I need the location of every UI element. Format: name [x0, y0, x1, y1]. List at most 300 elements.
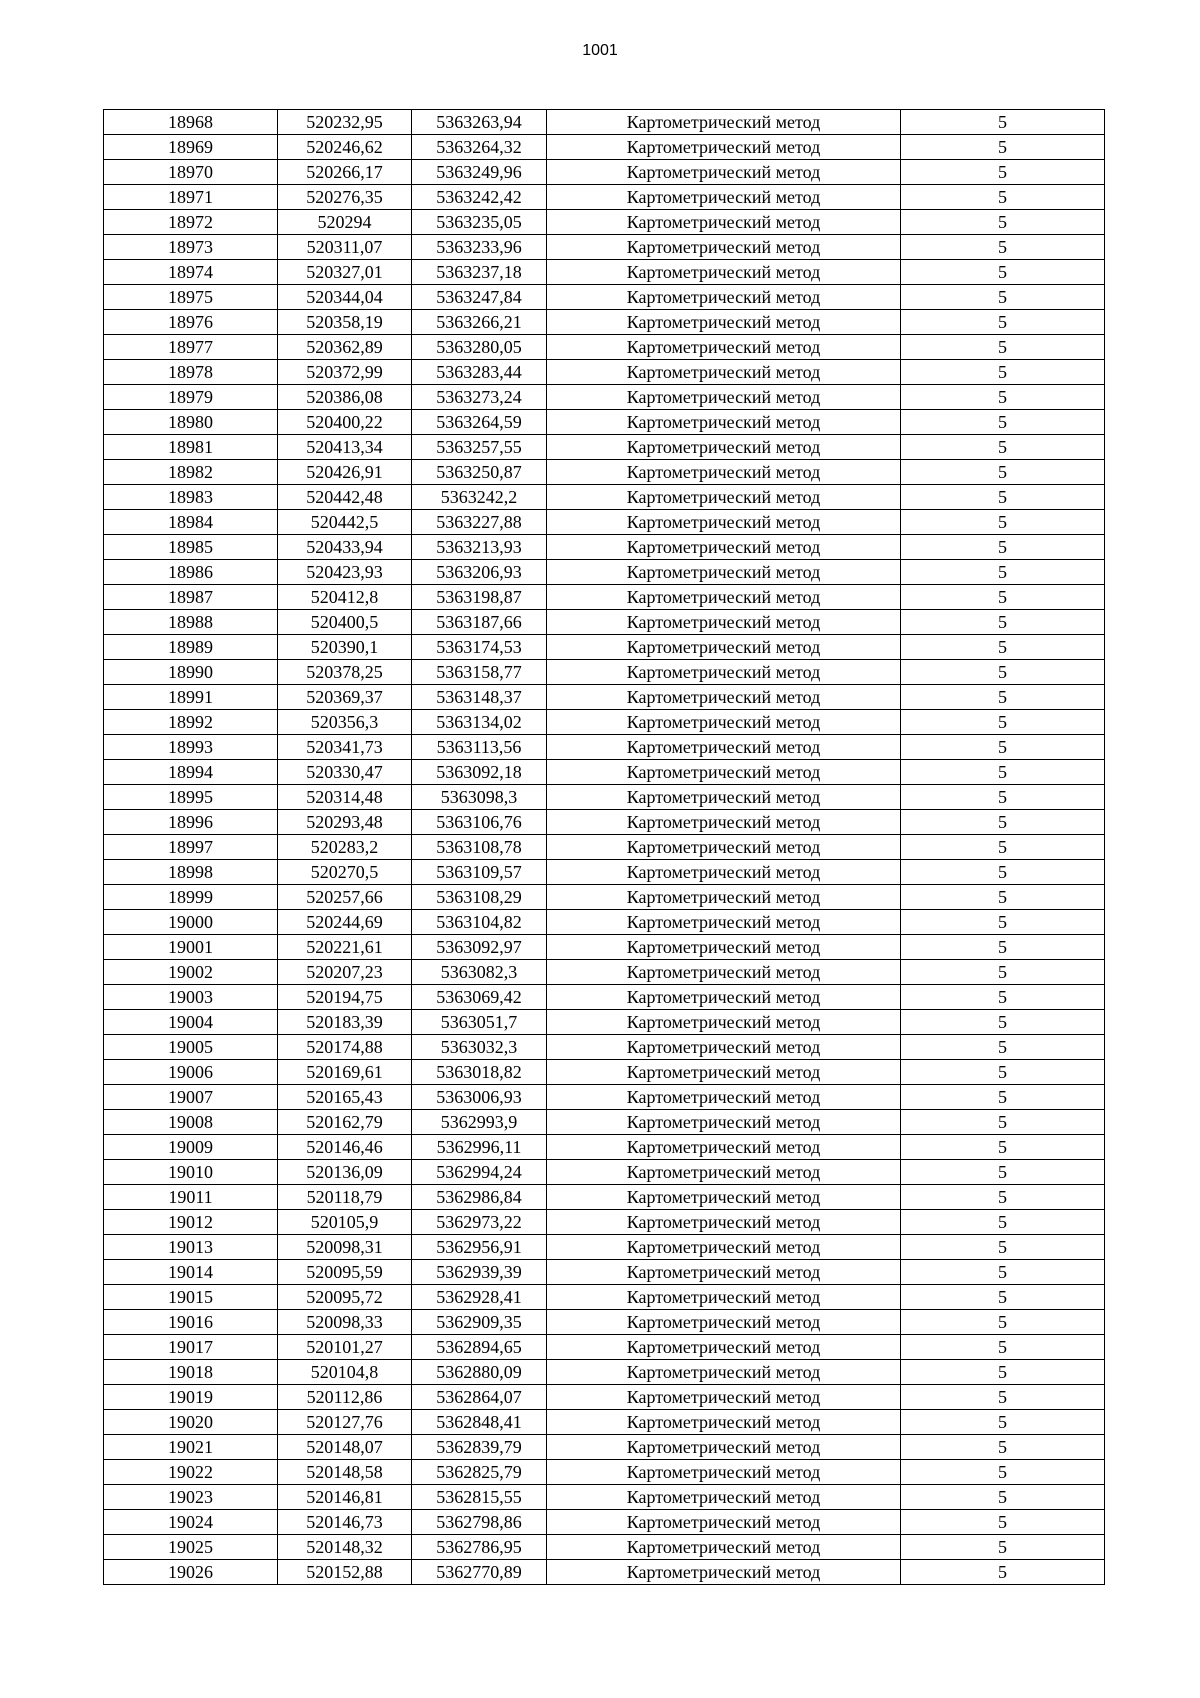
- accuracy-cell: 5: [901, 1410, 1105, 1435]
- x-coordinate-cell: 520426,91: [278, 460, 412, 485]
- point-number-cell: 18988: [104, 610, 278, 635]
- y-coordinate-cell: 5362928,41: [412, 1285, 547, 1310]
- x-coordinate-cell: 520244,69: [278, 910, 412, 935]
- accuracy-cell: 5: [901, 1060, 1105, 1085]
- accuracy-cell: 5: [901, 285, 1105, 310]
- y-coordinate-cell: 5363237,18: [412, 260, 547, 285]
- y-coordinate-cell: 5363198,87: [412, 585, 547, 610]
- x-coordinate-cell: 520105,9: [278, 1210, 412, 1235]
- method-cell: Картометрический метод: [547, 960, 901, 985]
- method-cell: Картометрический метод: [547, 1035, 901, 1060]
- y-coordinate-cell: 5363032,3: [412, 1035, 547, 1060]
- table-row: [104, 960, 1105, 985]
- accuracy-cell: 5: [901, 1360, 1105, 1385]
- y-coordinate-cell: 5363242,2: [412, 485, 547, 510]
- accuracy-cell: 5: [901, 460, 1105, 485]
- method-cell: Картометрический метод: [547, 1410, 901, 1435]
- point-number-cell: 18995: [104, 785, 278, 810]
- accuracy-cell: 5: [901, 635, 1105, 660]
- accuracy-cell: 5: [901, 1135, 1105, 1160]
- method-cell: Картометрический метод: [547, 1485, 901, 1510]
- x-coordinate-cell: 520146,81: [278, 1485, 412, 1510]
- accuracy-cell: 5: [901, 1035, 1105, 1060]
- x-coordinate-cell: 520098,31: [278, 1235, 412, 1260]
- y-coordinate-cell: 5362986,84: [412, 1185, 547, 1210]
- method-cell: Картометрический метод: [547, 1510, 901, 1535]
- accuracy-cell: 5: [901, 610, 1105, 635]
- table-row: [104, 210, 1105, 235]
- y-coordinate-cell: 5363233,96: [412, 235, 547, 260]
- accuracy-cell: 5: [901, 1535, 1105, 1560]
- y-coordinate-cell: 5363249,96: [412, 160, 547, 185]
- x-coordinate-cell: 520369,37: [278, 685, 412, 710]
- x-coordinate-cell: 520221,61: [278, 935, 412, 960]
- accuracy-cell: 5: [901, 1460, 1105, 1485]
- table-row: [104, 1135, 1105, 1160]
- point-number-cell: 18982: [104, 460, 278, 485]
- y-coordinate-cell: 5363247,84: [412, 285, 547, 310]
- method-cell: Картометрический метод: [547, 160, 901, 185]
- table-row: [104, 885, 1105, 910]
- table-row: [104, 360, 1105, 385]
- point-number-cell: 18973: [104, 235, 278, 260]
- method-cell: Картометрический метод: [547, 660, 901, 685]
- y-coordinate-cell: 5363108,78: [412, 835, 547, 860]
- accuracy-cell: 5: [901, 385, 1105, 410]
- x-coordinate-cell: 520390,1: [278, 635, 412, 660]
- table-row: [104, 1435, 1105, 1460]
- table-row: [104, 835, 1105, 860]
- method-cell: Картометрический метод: [547, 735, 901, 760]
- x-coordinate-cell: 520127,76: [278, 1410, 412, 1435]
- y-coordinate-cell: 5363106,76: [412, 810, 547, 835]
- point-number-cell: 18974: [104, 260, 278, 285]
- y-coordinate-cell: 5362825,79: [412, 1460, 547, 1485]
- x-coordinate-cell: 520378,25: [278, 660, 412, 685]
- table-row: [104, 1235, 1105, 1260]
- x-coordinate-cell: 520362,89: [278, 335, 412, 360]
- y-coordinate-cell: 5362798,86: [412, 1510, 547, 1535]
- accuracy-cell: 5: [901, 685, 1105, 710]
- x-coordinate-cell: 520104,8: [278, 1360, 412, 1385]
- table-row: [104, 1485, 1105, 1510]
- accuracy-cell: 5: [901, 135, 1105, 160]
- y-coordinate-cell: 5363082,3: [412, 960, 547, 985]
- point-number-cell: 18978: [104, 360, 278, 385]
- x-coordinate-cell: 520294: [278, 210, 412, 235]
- point-number-cell: 19010: [104, 1160, 278, 1185]
- point-number-cell: 18998: [104, 860, 278, 885]
- table-row: [104, 860, 1105, 885]
- accuracy-cell: 5: [901, 1485, 1105, 1510]
- method-cell: Картометрический метод: [547, 635, 901, 660]
- x-coordinate-cell: 520118,79: [278, 1185, 412, 1210]
- x-coordinate-cell: 520146,73: [278, 1510, 412, 1535]
- table-row: [104, 260, 1105, 285]
- accuracy-cell: 5: [901, 785, 1105, 810]
- table-row: [104, 235, 1105, 260]
- method-cell: Картометрический метод: [547, 135, 901, 160]
- y-coordinate-cell: 5362815,55: [412, 1485, 547, 1510]
- point-number-cell: 18980: [104, 410, 278, 435]
- y-coordinate-cell: 5363266,21: [412, 310, 547, 335]
- accuracy-cell: 5: [901, 710, 1105, 735]
- method-cell: Картометрический метод: [547, 360, 901, 385]
- point-number-cell: 18994: [104, 760, 278, 785]
- x-coordinate-cell: 520162,79: [278, 1110, 412, 1135]
- point-number-cell: 19017: [104, 1335, 278, 1360]
- table-row: [104, 1560, 1105, 1585]
- accuracy-cell: 5: [901, 435, 1105, 460]
- method-cell: Картометрический метод: [547, 860, 901, 885]
- table-row: [104, 610, 1105, 635]
- point-number-cell: 19026: [104, 1560, 278, 1585]
- accuracy-cell: 5: [901, 860, 1105, 885]
- accuracy-cell: 5: [901, 585, 1105, 610]
- table-row: [104, 510, 1105, 535]
- method-cell: Картометрический метод: [547, 1085, 901, 1110]
- y-coordinate-cell: 5362894,65: [412, 1335, 547, 1360]
- point-number-cell: 19001: [104, 935, 278, 960]
- table-row: [104, 1460, 1105, 1485]
- method-cell: Картометрический метод: [547, 1435, 901, 1460]
- y-coordinate-cell: 5363264,32: [412, 135, 547, 160]
- accuracy-cell: 5: [901, 360, 1105, 385]
- table-row: [104, 385, 1105, 410]
- method-cell: Картометрический метод: [547, 785, 901, 810]
- point-number-cell: 18984: [104, 510, 278, 535]
- y-coordinate-cell: 5363250,87: [412, 460, 547, 485]
- table-row: [104, 660, 1105, 685]
- point-number-cell: 18969: [104, 135, 278, 160]
- point-number-cell: 19002: [104, 960, 278, 985]
- point-number-cell: 19015: [104, 1285, 278, 1310]
- method-cell: Картометрический метод: [547, 435, 901, 460]
- accuracy-cell: 5: [901, 810, 1105, 835]
- y-coordinate-cell: 5362909,35: [412, 1310, 547, 1335]
- x-coordinate-cell: 520112,86: [278, 1385, 412, 1410]
- coordinates-table-body: [104, 110, 1105, 1585]
- table-row: [104, 1335, 1105, 1360]
- y-coordinate-cell: 5362786,95: [412, 1535, 547, 1560]
- y-coordinate-cell: 5363069,42: [412, 985, 547, 1010]
- y-coordinate-cell: 5363242,42: [412, 185, 547, 210]
- accuracy-cell: 5: [901, 1210, 1105, 1235]
- page-number: 1001: [582, 42, 618, 59]
- point-number-cell: 18976: [104, 310, 278, 335]
- method-cell: Картометрический метод: [547, 235, 901, 260]
- x-coordinate-cell: 520413,34: [278, 435, 412, 460]
- table-row: [104, 1260, 1105, 1285]
- table-row: [104, 1410, 1105, 1435]
- x-coordinate-cell: 520174,88: [278, 1035, 412, 1060]
- table-row: [104, 910, 1105, 935]
- table-row: [104, 1085, 1105, 1110]
- method-cell: Картометрический метод: [547, 410, 901, 435]
- table-row: [104, 735, 1105, 760]
- table-row: [104, 1035, 1105, 1060]
- method-cell: Картометрический метод: [547, 210, 901, 235]
- point-number-cell: 18979: [104, 385, 278, 410]
- point-number-cell: 18977: [104, 335, 278, 360]
- point-number-cell: 18999: [104, 885, 278, 910]
- accuracy-cell: 5: [901, 1435, 1105, 1460]
- x-coordinate-cell: 520356,3: [278, 710, 412, 735]
- method-cell: Картометрический метод: [547, 1210, 901, 1235]
- point-number-cell: 19014: [104, 1260, 278, 1285]
- method-cell: Картометрический метод: [547, 1535, 901, 1560]
- method-cell: Картометрический метод: [547, 1460, 901, 1485]
- x-coordinate-cell: 520232,95: [278, 110, 412, 135]
- x-coordinate-cell: 520400,5: [278, 610, 412, 635]
- method-cell: Картометрический метод: [547, 1285, 901, 1310]
- x-coordinate-cell: 520400,22: [278, 410, 412, 435]
- x-coordinate-cell: 520257,66: [278, 885, 412, 910]
- y-coordinate-cell: 5362880,09: [412, 1360, 547, 1385]
- table-row: [104, 185, 1105, 210]
- y-coordinate-cell: 5363113,56: [412, 735, 547, 760]
- accuracy-cell: 5: [901, 1260, 1105, 1285]
- x-coordinate-cell: 520095,59: [278, 1260, 412, 1285]
- method-cell: Картометрический метод: [547, 1260, 901, 1285]
- method-cell: Картометрический метод: [547, 485, 901, 510]
- x-coordinate-cell: 520311,07: [278, 235, 412, 260]
- point-number-cell: 19019: [104, 1385, 278, 1410]
- accuracy-cell: 5: [901, 485, 1105, 510]
- method-cell: Картометрический метод: [547, 835, 901, 860]
- accuracy-cell: 5: [901, 1110, 1105, 1135]
- x-coordinate-cell: 520146,46: [278, 1135, 412, 1160]
- accuracy-cell: 5: [901, 1510, 1105, 1535]
- x-coordinate-cell: 520207,23: [278, 960, 412, 985]
- table-row: [104, 585, 1105, 610]
- point-number-cell: 19007: [104, 1085, 278, 1110]
- y-coordinate-cell: 5363206,93: [412, 560, 547, 585]
- method-cell: Картометрический метод: [547, 385, 901, 410]
- table-row: [104, 335, 1105, 360]
- x-coordinate-cell: 520098,33: [278, 1310, 412, 1335]
- y-coordinate-cell: 5362848,41: [412, 1410, 547, 1435]
- point-number-cell: 19021: [104, 1435, 278, 1460]
- accuracy-cell: 5: [901, 760, 1105, 785]
- method-cell: Картометрический метод: [547, 985, 901, 1010]
- table-row: [104, 110, 1105, 135]
- x-coordinate-cell: 520276,35: [278, 185, 412, 210]
- method-cell: Картометрический метод: [547, 1360, 901, 1385]
- point-number-cell: 19000: [104, 910, 278, 935]
- y-coordinate-cell: 5363273,24: [412, 385, 547, 410]
- accuracy-cell: 5: [901, 260, 1105, 285]
- y-coordinate-cell: 5363227,88: [412, 510, 547, 535]
- accuracy-cell: 5: [901, 1385, 1105, 1410]
- y-coordinate-cell: 5362993,9: [412, 1110, 547, 1135]
- point-number-cell: 19008: [104, 1110, 278, 1135]
- method-cell: Картометрический метод: [547, 335, 901, 360]
- method-cell: Картометрический метод: [547, 885, 901, 910]
- table-row: [104, 1160, 1105, 1185]
- point-number-cell: 18981: [104, 435, 278, 460]
- table-row: [104, 485, 1105, 510]
- accuracy-cell: 5: [901, 1310, 1105, 1335]
- table-row: [104, 1110, 1105, 1135]
- accuracy-cell: 5: [901, 1335, 1105, 1360]
- method-cell: Картометрический метод: [547, 935, 901, 960]
- point-number-cell: 19024: [104, 1510, 278, 1535]
- y-coordinate-cell: 5363257,55: [412, 435, 547, 460]
- point-number-cell: 19013: [104, 1235, 278, 1260]
- table-row: [104, 435, 1105, 460]
- x-coordinate-cell: 520095,72: [278, 1285, 412, 1310]
- accuracy-cell: 5: [901, 985, 1105, 1010]
- point-number-cell: 18997: [104, 835, 278, 860]
- y-coordinate-cell: 5362839,79: [412, 1435, 547, 1460]
- x-coordinate-cell: 520412,8: [278, 585, 412, 610]
- point-number-cell: 18972: [104, 210, 278, 235]
- table-row: [104, 560, 1105, 585]
- table-row: [104, 985, 1105, 1010]
- x-coordinate-cell: 520246,62: [278, 135, 412, 160]
- table-row: [104, 1360, 1105, 1385]
- table-row: [104, 785, 1105, 810]
- accuracy-cell: 5: [901, 1085, 1105, 1110]
- method-cell: Картометрический метод: [547, 460, 901, 485]
- accuracy-cell: 5: [901, 935, 1105, 960]
- table-row: [104, 935, 1105, 960]
- point-number-cell: 19023: [104, 1485, 278, 1510]
- table-row: [104, 160, 1105, 185]
- point-number-cell: 19003: [104, 985, 278, 1010]
- y-coordinate-cell: 5363148,37: [412, 685, 547, 710]
- x-coordinate-cell: 520148,32: [278, 1535, 412, 1560]
- y-coordinate-cell: 5363213,93: [412, 535, 547, 560]
- accuracy-cell: 5: [901, 1010, 1105, 1035]
- point-number-cell: 19022: [104, 1460, 278, 1485]
- x-coordinate-cell: 520194,75: [278, 985, 412, 1010]
- method-cell: Картометрический метод: [547, 610, 901, 635]
- point-number-cell: 18989: [104, 635, 278, 660]
- accuracy-cell: 5: [901, 1560, 1105, 1585]
- y-coordinate-cell: 5362939,39: [412, 1260, 547, 1285]
- method-cell: Картометрический метод: [547, 185, 901, 210]
- accuracy-cell: 5: [901, 310, 1105, 335]
- method-cell: Картометрический метод: [547, 710, 901, 735]
- accuracy-cell: 5: [901, 1235, 1105, 1260]
- x-coordinate-cell: 520442,48: [278, 485, 412, 510]
- y-coordinate-cell: 5362994,24: [412, 1160, 547, 1185]
- point-number-cell: 18993: [104, 735, 278, 760]
- accuracy-cell: 5: [901, 735, 1105, 760]
- point-number-cell: 18970: [104, 160, 278, 185]
- method-cell: Картометрический метод: [547, 910, 901, 935]
- method-cell: Картометрический метод: [547, 285, 901, 310]
- table-row: [104, 1060, 1105, 1085]
- point-number-cell: 19018: [104, 1360, 278, 1385]
- point-number-cell: 19011: [104, 1185, 278, 1210]
- method-cell: Картометрический метод: [547, 1235, 901, 1260]
- point-number-cell: 18991: [104, 685, 278, 710]
- y-coordinate-cell: 5363263,94: [412, 110, 547, 135]
- method-cell: Картометрический метод: [547, 1560, 901, 1585]
- accuracy-cell: 5: [901, 1285, 1105, 1310]
- x-coordinate-cell: 520344,04: [278, 285, 412, 310]
- x-coordinate-cell: 520136,09: [278, 1160, 412, 1185]
- accuracy-cell: 5: [901, 510, 1105, 535]
- table-row: [104, 1510, 1105, 1535]
- y-coordinate-cell: 5363098,3: [412, 785, 547, 810]
- x-coordinate-cell: 520148,58: [278, 1460, 412, 1485]
- y-coordinate-cell: 5363092,97: [412, 935, 547, 960]
- accuracy-cell: 5: [901, 110, 1105, 135]
- point-number-cell: 19006: [104, 1060, 278, 1085]
- method-cell: Картометрический метод: [547, 685, 901, 710]
- accuracy-cell: 5: [901, 660, 1105, 685]
- x-coordinate-cell: 520327,01: [278, 260, 412, 285]
- point-number-cell: 19025: [104, 1535, 278, 1560]
- point-number-cell: 18996: [104, 810, 278, 835]
- y-coordinate-cell: 5363174,53: [412, 635, 547, 660]
- x-coordinate-cell: 520148,07: [278, 1435, 412, 1460]
- accuracy-cell: 5: [901, 235, 1105, 260]
- x-coordinate-cell: 520442,5: [278, 510, 412, 535]
- point-number-cell: 18971: [104, 185, 278, 210]
- point-number-cell: 18992: [104, 710, 278, 735]
- accuracy-cell: 5: [901, 1185, 1105, 1210]
- table-row: [104, 135, 1105, 160]
- method-cell: Картометрический метод: [547, 110, 901, 135]
- y-coordinate-cell: 5363006,93: [412, 1085, 547, 1110]
- table-row: [104, 685, 1105, 710]
- accuracy-cell: 5: [901, 960, 1105, 985]
- accuracy-cell: 5: [901, 885, 1105, 910]
- method-cell: Картометрический метод: [547, 1010, 901, 1035]
- point-number-cell: 19004: [104, 1010, 278, 1035]
- table-row: [104, 285, 1105, 310]
- table-row: [104, 635, 1105, 660]
- x-coordinate-cell: 520283,2: [278, 835, 412, 860]
- method-cell: Картометрический метод: [547, 510, 901, 535]
- method-cell: Картометрический метод: [547, 1110, 901, 1135]
- method-cell: Картометрический метод: [547, 1310, 901, 1335]
- table-row: [104, 1185, 1105, 1210]
- table-row: [104, 1535, 1105, 1560]
- x-coordinate-cell: 520152,88: [278, 1560, 412, 1585]
- y-coordinate-cell: 5363283,44: [412, 360, 547, 385]
- y-coordinate-cell: 5363187,66: [412, 610, 547, 635]
- point-number-cell: 18983: [104, 485, 278, 510]
- method-cell: Картометрический метод: [547, 760, 901, 785]
- method-cell: Картометрический метод: [547, 810, 901, 835]
- accuracy-cell: 5: [901, 910, 1105, 935]
- x-coordinate-cell: 520293,48: [278, 810, 412, 835]
- y-coordinate-cell: 5362864,07: [412, 1385, 547, 1410]
- table-row: [104, 1010, 1105, 1035]
- x-coordinate-cell: 520358,19: [278, 310, 412, 335]
- x-coordinate-cell: 520183,39: [278, 1010, 412, 1035]
- coordinates-table: [103, 109, 1105, 1585]
- y-coordinate-cell: 5363264,59: [412, 410, 547, 435]
- point-number-cell: 18968: [104, 110, 278, 135]
- method-cell: Картометрический метод: [547, 1160, 901, 1185]
- x-coordinate-cell: 520165,43: [278, 1085, 412, 1110]
- x-coordinate-cell: 520330,47: [278, 760, 412, 785]
- table-row: [104, 1285, 1105, 1310]
- table-row: [104, 310, 1105, 335]
- accuracy-cell: 5: [901, 560, 1105, 585]
- table-row: [104, 1310, 1105, 1335]
- point-number-cell: 19009: [104, 1135, 278, 1160]
- y-coordinate-cell: 5363109,57: [412, 860, 547, 885]
- y-coordinate-cell: 5363018,82: [412, 1060, 547, 1085]
